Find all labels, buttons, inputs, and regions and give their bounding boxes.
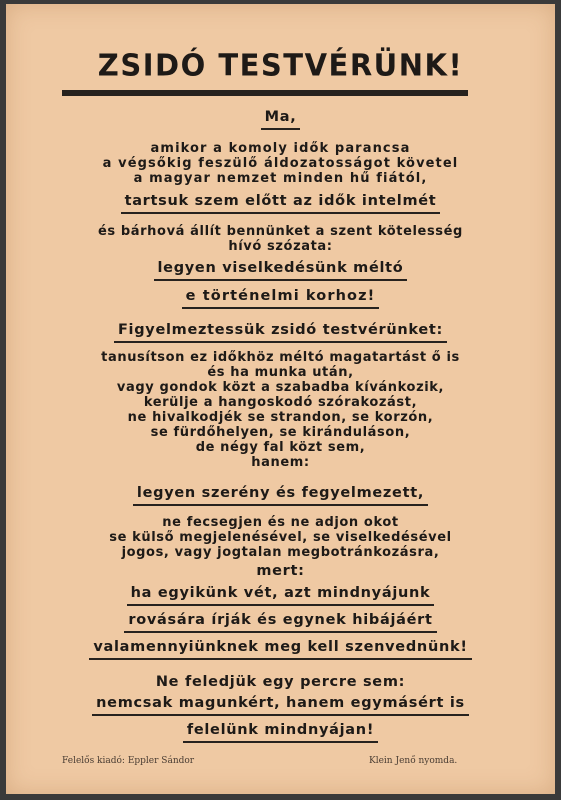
warn-heading: Figyelmeztessük zsidó testvérünket: — [114, 323, 447, 343]
ma-block — [6, 110, 555, 130]
publisher-credit: Felelős kiadó: Eppler Sándor — [62, 756, 195, 766]
warn-heading-block — [6, 323, 555, 343]
forget-block — [6, 675, 555, 690]
behavior-emphasis-line: e történelmi korhoz! — [182, 289, 380, 309]
behavior-emphasis-line: legyen viselkedésünk méltó — [154, 261, 408, 281]
sin-emphasis-line: ha egyikünk vét, azt mindnyájunk — [127, 586, 435, 606]
warn-line: kerülje a hangoskodó szórakozást, — [143, 395, 418, 410]
call-line: és bárhová állít bennünket a szent kötelesség — [98, 224, 463, 239]
call-line: hívó szózata: — [228, 239, 333, 254]
intro-line: amikor a komoly idők parancsa — [150, 141, 411, 156]
headline: ZSIDÓ TESTVÉRÜNK! — [97, 47, 464, 83]
call-block — [6, 224, 555, 254]
intro-line: a magyar nemzet minden hű fiától, — [133, 171, 428, 186]
gossip-line: mert: — [256, 563, 305, 579]
sin-emphasis-line: valamennyiünknek meg kell szenvednünk! — [89, 640, 471, 660]
closing-emphasis-line: felelünk mindnyájan! — [183, 723, 378, 743]
intro-block — [6, 141, 555, 186]
printer-credit: Klein Jenő nyomda. — [369, 756, 458, 766]
sin-emphasis-line: rovására írják és egynek hibájáért — [124, 613, 436, 633]
warn-line: ne hivalkodjék se strandon, se korzón, — [127, 410, 434, 425]
warn-line: tanusítson ez időkhöz méltó magatartást ő is — [101, 350, 460, 365]
warn-line: de négy fal közt sem, — [195, 440, 366, 455]
modest-emph-block — [6, 486, 555, 506]
intro-emphasis: tartsuk szem előtt az idők intelmét — [121, 194, 441, 214]
warn-block — [6, 350, 555, 470]
gossip-line: ne fecsegjen és ne adjon okot — [162, 515, 399, 530]
headline-rule — [62, 90, 468, 96]
ma-word: Ma, — [261, 110, 301, 130]
leaflet-sheet — [6, 4, 555, 794]
warn-line: és ha munka után, — [207, 365, 354, 380]
warn-line: vagy gondok közt a szabadba kívánkozik, — [116, 380, 445, 395]
closing-emphasis-line: nemcsak magunkért, hanem egymásért is — [92, 696, 469, 716]
modest-emphasis: legyen szerény és fegyelmezett, — [133, 486, 428, 506]
forget-line: Ne feledjük egy percre sem: — [155, 674, 406, 690]
sin-emph-block — [6, 586, 555, 660]
gossip-line: jogos, vagy jogtalan megbotránkozásra, — [121, 545, 440, 560]
intro-emph-block — [6, 194, 555, 214]
intro-line: a végsőkig feszülő áldozatosságot követel — [102, 156, 459, 171]
closing-emph-block — [6, 696, 555, 743]
gossip-block — [6, 515, 555, 579]
warn-line: hanem: — [251, 455, 310, 470]
behavior-emph-block — [6, 261, 555, 309]
gossip-line: se külső megjelenésével, se viselkedésével — [109, 530, 452, 545]
warn-line: se fürdőhelyen, se kiránduláson, — [150, 425, 411, 440]
